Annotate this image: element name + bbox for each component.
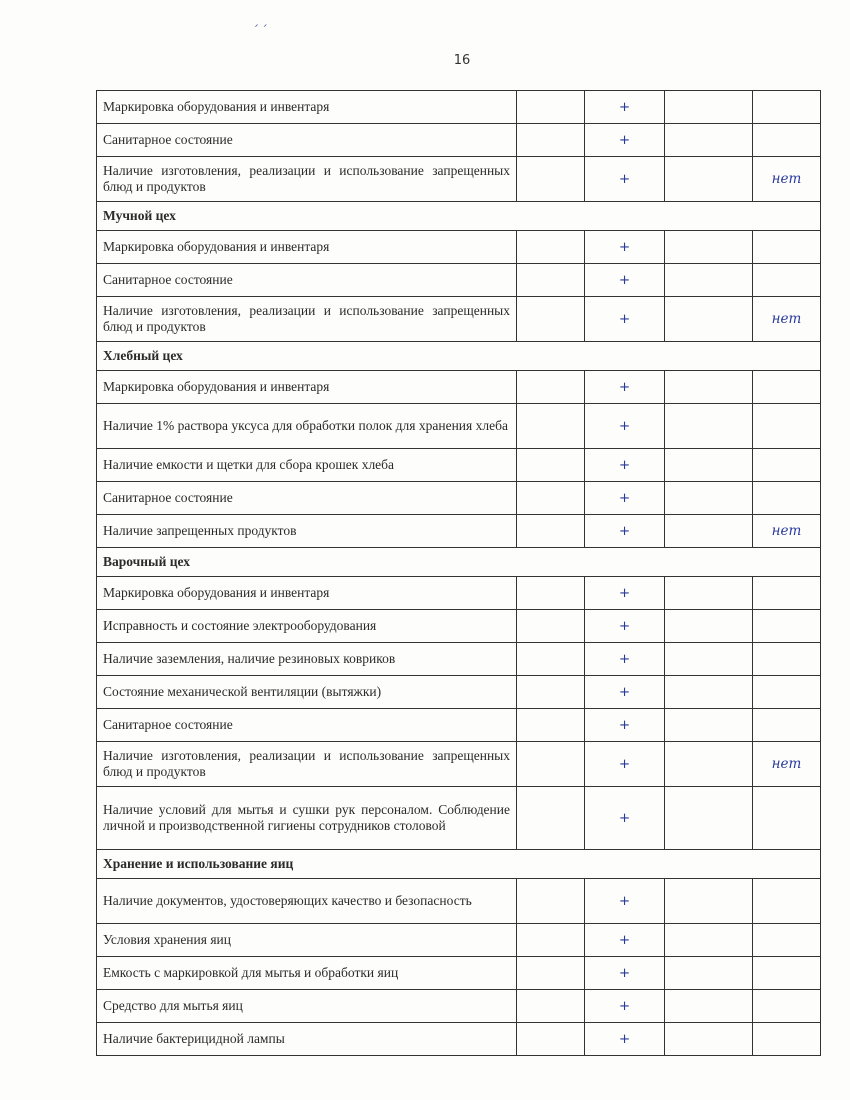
handwritten-note: нет <box>753 157 821 202</box>
table-row <box>97 879 821 924</box>
handwritten-plus-mark: + <box>585 610 665 643</box>
table-row <box>97 404 821 449</box>
blank-cell <box>665 264 753 297</box>
handwritten-note <box>753 709 821 742</box>
blank-cell <box>517 676 585 709</box>
blank-cell <box>517 404 585 449</box>
blank-cell <box>517 482 585 515</box>
table-row <box>97 515 821 548</box>
criterion-text: Наличие запрещенных продуктов <box>97 515 517 548</box>
blank-cell <box>665 404 753 449</box>
blank-cell <box>517 515 585 548</box>
blank-cell <box>665 709 753 742</box>
blank-cell <box>665 879 753 924</box>
blank-cell <box>517 610 585 643</box>
table-row <box>97 91 821 124</box>
blank-cell <box>517 957 585 990</box>
criterion-text: Наличие изготовления, реализации и использование запрещенных блюд и продуктов <box>97 297 517 342</box>
handwritten-note <box>753 610 821 643</box>
handwritten-note <box>753 1023 821 1056</box>
handwritten-plus-mark: + <box>585 924 665 957</box>
blank-cell <box>665 231 753 264</box>
table-row <box>97 157 821 202</box>
criterion-text: Санитарное состояние <box>97 482 517 515</box>
blank-cell <box>665 449 753 482</box>
table-row <box>97 787 821 850</box>
blank-cell <box>665 371 753 404</box>
criterion-text: Санитарное состояние <box>97 264 517 297</box>
handwritten-note <box>753 990 821 1023</box>
handwritten-plus-mark: + <box>585 879 665 924</box>
section-title: Хранение и использование яиц <box>97 850 821 879</box>
criterion-text: Наличие условий для мытья и сушки рук персоналом. Соблюдение личной и производственной гигиены сотрудников столовой <box>97 787 517 850</box>
criterion-text: Маркировка оборудования и инвентаря <box>97 91 517 124</box>
criterion-text: Наличие 1% раствора уксуса для обработки полок для хранения хлеба <box>97 404 517 449</box>
blank-cell <box>517 1023 585 1056</box>
handwritten-plus-mark: + <box>585 449 665 482</box>
handwritten-plus-mark: + <box>585 91 665 124</box>
handwritten-plus-mark: + <box>585 231 665 264</box>
criterion-text: Наличие емкости и щетки для сбора крошек хлеба <box>97 449 517 482</box>
handwritten-note: нет <box>753 515 821 548</box>
table-row <box>97 482 821 515</box>
criterion-text: Санитарное состояние <box>97 709 517 742</box>
checklist-body <box>97 91 821 1056</box>
handwritten-plus-mark: + <box>585 515 665 548</box>
blank-cell <box>517 990 585 1023</box>
section-header-row <box>97 202 821 231</box>
blank-cell <box>665 577 753 610</box>
handwritten-note <box>753 231 821 264</box>
table-row <box>97 742 821 787</box>
criterion-text: Маркировка оборудования и инвентаря <box>97 231 517 264</box>
handwritten-note <box>753 643 821 676</box>
blank-cell <box>665 676 753 709</box>
table-row <box>97 676 821 709</box>
handwritten-note <box>753 124 821 157</box>
handwritten-note <box>753 371 821 404</box>
blank-cell <box>665 482 753 515</box>
blank-cell <box>665 957 753 990</box>
handwritten-plus-mark: + <box>585 676 665 709</box>
table-row <box>97 643 821 676</box>
criterion-text: Санитарное состояние <box>97 124 517 157</box>
blank-cell <box>517 371 585 404</box>
criterion-text: Маркировка оборудования и инвентаря <box>97 577 517 610</box>
section-title: Мучной цех <box>97 202 821 231</box>
table-row <box>97 709 821 742</box>
blank-cell <box>517 709 585 742</box>
blank-cell <box>517 297 585 342</box>
handwritten-note: нет <box>753 297 821 342</box>
handwritten-note <box>753 879 821 924</box>
table-row <box>97 449 821 482</box>
table-row <box>97 577 821 610</box>
blank-cell <box>517 787 585 850</box>
handwritten-plus-mark: + <box>585 787 665 850</box>
criterion-text: Маркировка оборудования и инвентаря <box>97 371 517 404</box>
blank-cell <box>665 924 753 957</box>
section-title: Варочный цех <box>97 548 821 577</box>
handwritten-note <box>753 264 821 297</box>
table-row <box>97 610 821 643</box>
blank-cell <box>517 91 585 124</box>
criterion-text: Наличие изготовления, реализации и использование запрещенных блюд и продуктов <box>97 742 517 787</box>
handwritten-note <box>753 676 821 709</box>
handwritten-plus-mark: + <box>585 404 665 449</box>
table-row <box>97 124 821 157</box>
table-row <box>97 264 821 297</box>
blank-cell <box>517 157 585 202</box>
blank-cell <box>665 742 753 787</box>
handwritten-plus-mark: + <box>585 157 665 202</box>
criterion-text: Наличие документов, удостоверяющих качество и безопасность <box>97 879 517 924</box>
criterion-text: Состояние механической вентиляции (вытяжки) <box>97 676 517 709</box>
blank-cell <box>665 297 753 342</box>
table-row <box>97 957 821 990</box>
section-header-row <box>97 342 821 371</box>
blank-cell <box>665 990 753 1023</box>
criterion-text: Наличие заземления, наличие резиновых ковриков <box>97 643 517 676</box>
blank-cell <box>517 449 585 482</box>
criterion-text: Емкость с маркировкой для мытья и обработки яиц <box>97 957 517 990</box>
blank-cell <box>517 879 585 924</box>
handwritten-note <box>753 787 821 850</box>
page-number: 16 <box>453 53 471 68</box>
blank-cell <box>665 787 753 850</box>
inspection-checklist <box>96 90 820 1056</box>
blank-cell <box>517 742 585 787</box>
blank-cell <box>665 610 753 643</box>
blank-cell <box>665 91 753 124</box>
handwritten-plus-mark: + <box>585 1023 665 1056</box>
handwritten-plus-mark: + <box>585 371 665 404</box>
blank-cell <box>517 643 585 676</box>
section-header-row <box>97 850 821 879</box>
blank-cell <box>517 924 585 957</box>
handwritten-note <box>753 404 821 449</box>
criterion-text: Исправность и состояние электрооборудования <box>97 610 517 643</box>
criterion-text: Наличие изготовления, реализации и использование запрещенных блюд и продуктов <box>97 157 517 202</box>
blank-cell <box>665 1023 753 1056</box>
handwritten-plus-mark: + <box>585 742 665 787</box>
blank-cell <box>517 577 585 610</box>
corner-scribble: ׳ ׳ <box>254 20 268 34</box>
table-row <box>97 1023 821 1056</box>
criterion-text: Условия хранения яиц <box>97 924 517 957</box>
handwritten-plus-mark: + <box>585 709 665 742</box>
handwritten-note <box>753 577 821 610</box>
blank-cell <box>665 643 753 676</box>
criterion-text: Наличие бактерицидной лампы <box>97 1023 517 1056</box>
section-title: Хлебный цех <box>97 342 821 371</box>
handwritten-plus-mark: + <box>585 957 665 990</box>
handwritten-note <box>753 482 821 515</box>
handwritten-note: нет <box>753 742 821 787</box>
handwritten-plus-mark: + <box>585 643 665 676</box>
table-row <box>97 231 821 264</box>
section-header-row <box>97 548 821 577</box>
handwritten-plus-mark: + <box>585 264 665 297</box>
blank-cell <box>517 264 585 297</box>
handwritten-plus-mark: + <box>585 577 665 610</box>
handwritten-plus-mark: + <box>585 297 665 342</box>
checklist-table <box>96 90 821 1056</box>
blank-cell <box>665 124 753 157</box>
handwritten-note <box>753 91 821 124</box>
blank-cell <box>665 157 753 202</box>
blank-cell <box>517 124 585 157</box>
handwritten-plus-mark: + <box>585 482 665 515</box>
handwritten-plus-mark: + <box>585 990 665 1023</box>
handwritten-note <box>753 924 821 957</box>
blank-cell <box>665 515 753 548</box>
handwritten-note <box>753 449 821 482</box>
table-row <box>97 924 821 957</box>
table-row <box>97 990 821 1023</box>
table-row <box>97 297 821 342</box>
blank-cell <box>517 231 585 264</box>
criterion-text: Средство для мытья яиц <box>97 990 517 1023</box>
handwritten-note <box>753 957 821 990</box>
table-row <box>97 371 821 404</box>
handwritten-plus-mark: + <box>585 124 665 157</box>
